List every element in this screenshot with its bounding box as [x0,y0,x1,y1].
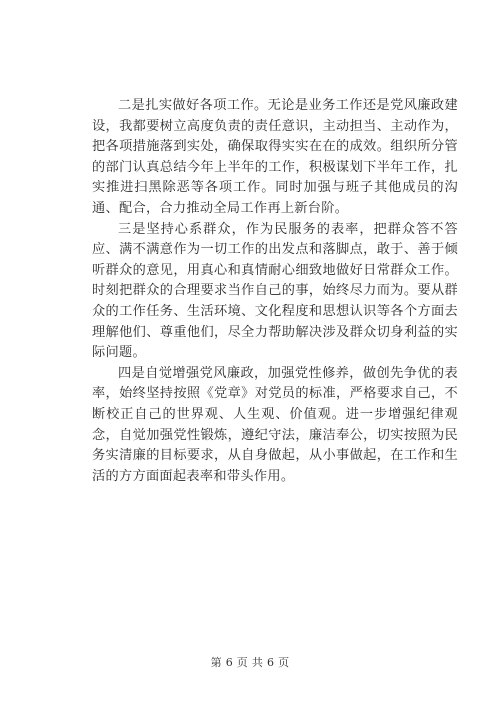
paragraph-masses: 三是坚持心系群众，作为民服务的表率，把群众答不答应、满不满意作为一切工作的出发点和落脚点，敢于、善于倾听群众的意见，用真心和真情耐心细致地做好日常群众工作。时刻把群众的合理要求当作自己的事，始终尽力而为。要从群众的工作任务、生活环境、文化程度和思想认识等各个方面去理解他们、尊重他们，尽全力帮助解决涉及群众切身利益的实际问题。 [92,221,458,361]
paragraph-integrity: 四是自觉增强党风廉政，加强党性修养，做创先争优的表率，始终坚持按照《党章》对党员的标准，严格要求自己，不断校正自己的世界观、人生观、价值观。进一步增强纪律观念，自觉加强党性锻炼，遵纪守法，廉洁奉公，切实按照为民务实清廉的目标要求，从自身做起，从小事做起，在工作和生活的方方面面起表率和带头作用。 [92,365,458,484]
paragraph-work: 二是扎实做好各项工作。无论是业务工作还是党风廉政建设，我都要树立高度负责的责任意识，主动担当、主动作为，把各项措施落到实处，确保取得实实在在的成效。组织所分管的部门认真总结今年上半年的工作，积极谋划下半年工作，扎实推进扫黑除恶等各项工作。同时加强与班子其他成员的沟通、配合，合力推动全局工作再上新台阶。 [92,98,458,216]
page-footer: 第 6 页 共 6 页 [210,656,290,669]
body-text [92,96,458,487]
